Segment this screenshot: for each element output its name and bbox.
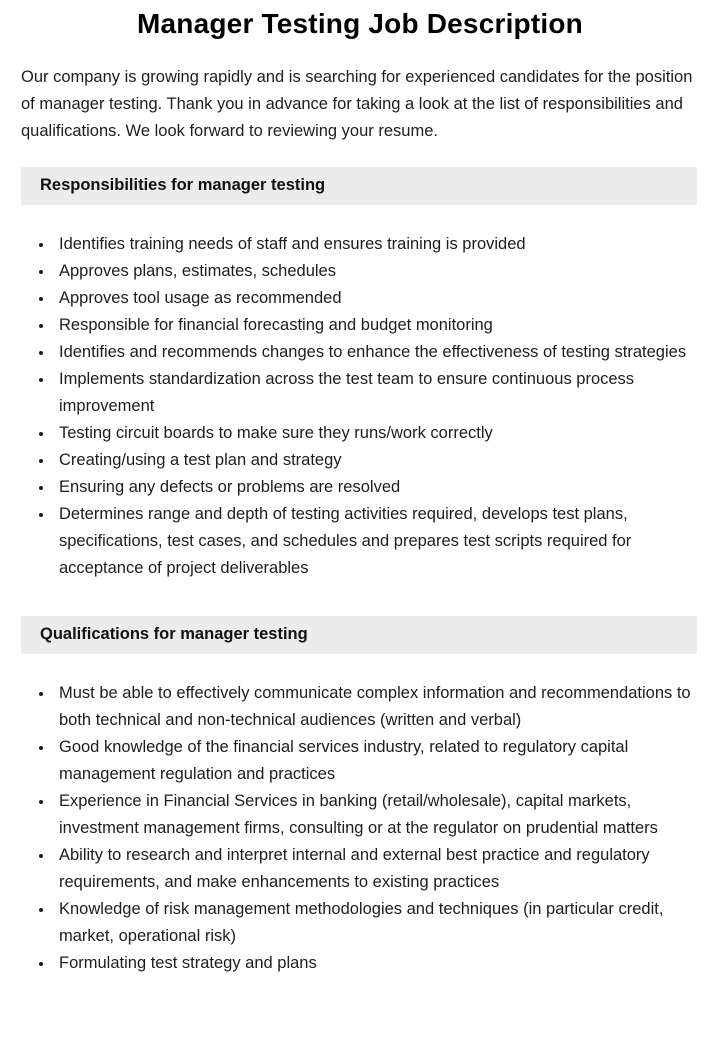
list-item: • Approves tool usage as recommended: [54, 285, 698, 312]
list-item: • Identifies and recommends changes to enhance the effectiveness of testing strategies: [54, 339, 698, 366]
list-item: • Good knowledge of the financial services industry, related to regulatory capital management regulation and practices: [54, 734, 698, 788]
section-qualifications: [0, 616, 720, 977]
list-item: • Responsible for financial forecasting and budget monitoring: [54, 312, 698, 339]
section-responsibilities: [0, 167, 720, 582]
list-item: • Knowledge of risk management methodologies and techniques (in particular credit, market, operational risk): [54, 896, 698, 950]
list-item: • Implements standardization across the test team to ensure continuous process improvement: [54, 366, 698, 420]
list-item: • Creating/using a test plan and strategy: [54, 447, 698, 474]
list-item: • Ability to research and interpret internal and external best practice and regulatory requirements, and make enhancements to existing practices: [54, 842, 698, 896]
section-heading-responsibilities: Responsibilities for manager testing: [21, 167, 697, 205]
section-heading-qualifications: Qualifications for manager testing: [21, 616, 697, 654]
page-title: Manager Testing Job Description: [137, 8, 583, 39]
intro-paragraph: Our company is growing rapidly and is searching for experienced candidates for the position of manager testing. Thank you in advance for taking a look at the list of responsibilities and qualifications. We look forward to reviewing your resume.: [21, 68, 693, 140]
list-item: • Ensuring any defects or problems are resolved: [54, 474, 698, 501]
list-item: • Identifies training needs of staff and ensures training is provided: [54, 231, 698, 258]
responsibilities-list: [21, 231, 698, 582]
list-item: • Experience in Financial Services in banking (retail/wholesale), capital markets, investment management firms, consulting or at the regulator on prudential matters: [54, 788, 698, 842]
list-item: • Testing circuit boards to make sure they runs/work correctly: [54, 420, 698, 447]
list-item: • Formulating test strategy and plans: [54, 950, 698, 977]
list-item: • Approves plans, estimates, schedules: [54, 258, 698, 285]
list-item: • Determines range and depth of testing activities required, develops test plans, specifications, test cases, and schedules and prepares test scripts required for acceptance of project deliverables: [54, 501, 698, 582]
list-item: • Must be able to effectively communicate complex information and recommendations to both technical and non-technical audiences (written and verbal): [54, 680, 698, 734]
qualifications-list: [21, 680, 698, 977]
